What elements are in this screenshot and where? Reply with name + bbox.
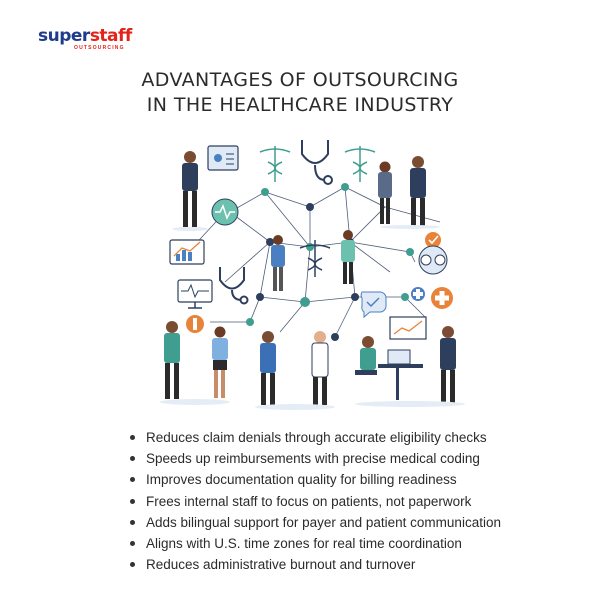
heartbeat-icon (212, 199, 238, 225)
bullet-dot (130, 562, 135, 567)
logo-subtitle: OUTSOURCING (74, 45, 125, 51)
chart-icon (170, 240, 204, 264)
caduceus-icon (300, 240, 330, 277)
bullet-dot (130, 499, 135, 504)
superstaff-logo (38, 26, 132, 51)
bullet-dot (130, 520, 135, 525)
list-item: Adds bilingual support for payer and patient communication (130, 512, 570, 533)
healthcare-network-illustration (150, 132, 480, 417)
bullet-dot (130, 456, 135, 461)
stethoscope-icon (220, 267, 248, 304)
title-line-2: IN THE HEALTHCARE INDUSTRY (146, 94, 454, 116)
medical-cross-icon (411, 287, 425, 301)
list-item: Frees internal staff to focus on patients, not paperwork (130, 491, 570, 512)
advantages-list (130, 427, 570, 575)
chat-bubble-icon (361, 292, 386, 317)
stethoscope-icon (302, 140, 332, 184)
title-line-1: ADVANTAGES OF OUTSOURCING (141, 69, 459, 91)
bullet-dot (130, 435, 135, 440)
medical-kit-icon (419, 246, 447, 274)
monitor-icon (178, 280, 212, 308)
list-item: Reduces administrative burnout and turnover (130, 554, 570, 575)
list-item: Reduces claim denials through accurate eligibility checks (130, 427, 570, 448)
people (164, 151, 456, 405)
caduceus-icon (260, 146, 290, 182)
page-title (0, 68, 600, 118)
bullet-dot (130, 541, 135, 546)
chat-bubble-icon (186, 315, 204, 333)
logo-wordmark: superstaff (38, 26, 132, 46)
list-item: Improves documentation quality for billing readiness (130, 469, 570, 490)
caduceus-icon (345, 146, 375, 182)
bullet-dot (130, 477, 135, 482)
clipboard-icon (208, 146, 238, 170)
list-item: Speeds up reimbursements with precise medical coding (130, 448, 570, 469)
list-item: Aligns with U.S. time zones for real time coordination (130, 533, 570, 554)
medical-cross-icon (431, 287, 453, 309)
